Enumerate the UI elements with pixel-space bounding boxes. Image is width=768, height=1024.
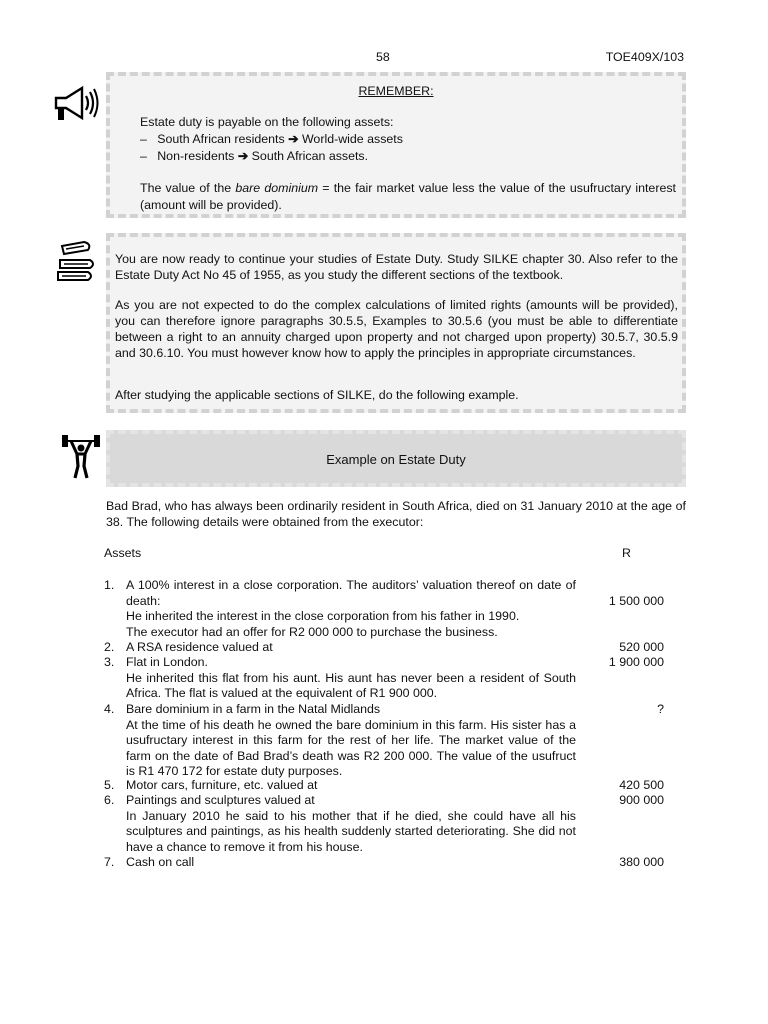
document-code: TOE409X/103: [605, 50, 684, 64]
currency-heading: R: [622, 546, 631, 560]
arrow-right-icon: ➔: [237, 149, 249, 163]
remember-box: [106, 72, 686, 218]
books-icon: [54, 238, 98, 284]
study-instructions-box: [106, 233, 686, 413]
example-intro: Bad Brad, who has always been ordinarily resident in South Africa, died on 31 January 2010 at the age of 38. The following details were obtained from the executor:: [106, 499, 686, 529]
example-title: Example on Estate Duty: [326, 452, 466, 467]
bare-dominium-note: The value of the bare dominium = the fair market value less the value of the usufructary interest (amount will be provided).: [140, 181, 676, 212]
example-title-box: [106, 430, 686, 487]
remember-intro: Estate duty is payable on the following assets:: [140, 115, 394, 129]
page-number: 58: [376, 50, 390, 64]
megaphone-icon: [52, 84, 100, 124]
assets-heading: Assets: [104, 546, 142, 560]
arrow-right-icon: ➔: [288, 132, 299, 146]
study-paragraph-1: You are now ready to continue your studies of Estate Duty. Study SILKE chapter 30. Also refer to the Estate Duty Act No 45 of 1955, as you study the different sections of the textbook.: [115, 252, 678, 282]
study-paragraph-2: As you are not expected to do the complex calculations of limited rights (amounts will be provided), you can therefore ignore paragraphs 30.5.5, Examples to 30.5.6 (you must be able to differentiate between a right to an annuity charged upon property and not charged upon property) 30.5.7, 30.5.9 and 30.6.10. You must however know how to apply the principles in appropriate circumstances.: [115, 298, 678, 360]
bullet-non-residents: – Non-residents ➔ South African assets.: [140, 149, 369, 163]
study-paragraph-3: After studying the applicable sections of SILKE, do the following example.: [115, 388, 519, 402]
remember-title: REMEMBER:: [358, 84, 434, 98]
bullet-residents: – South African residents ➔ World-wide assets: [140, 132, 403, 146]
weightlifter-icon: [60, 432, 102, 480]
